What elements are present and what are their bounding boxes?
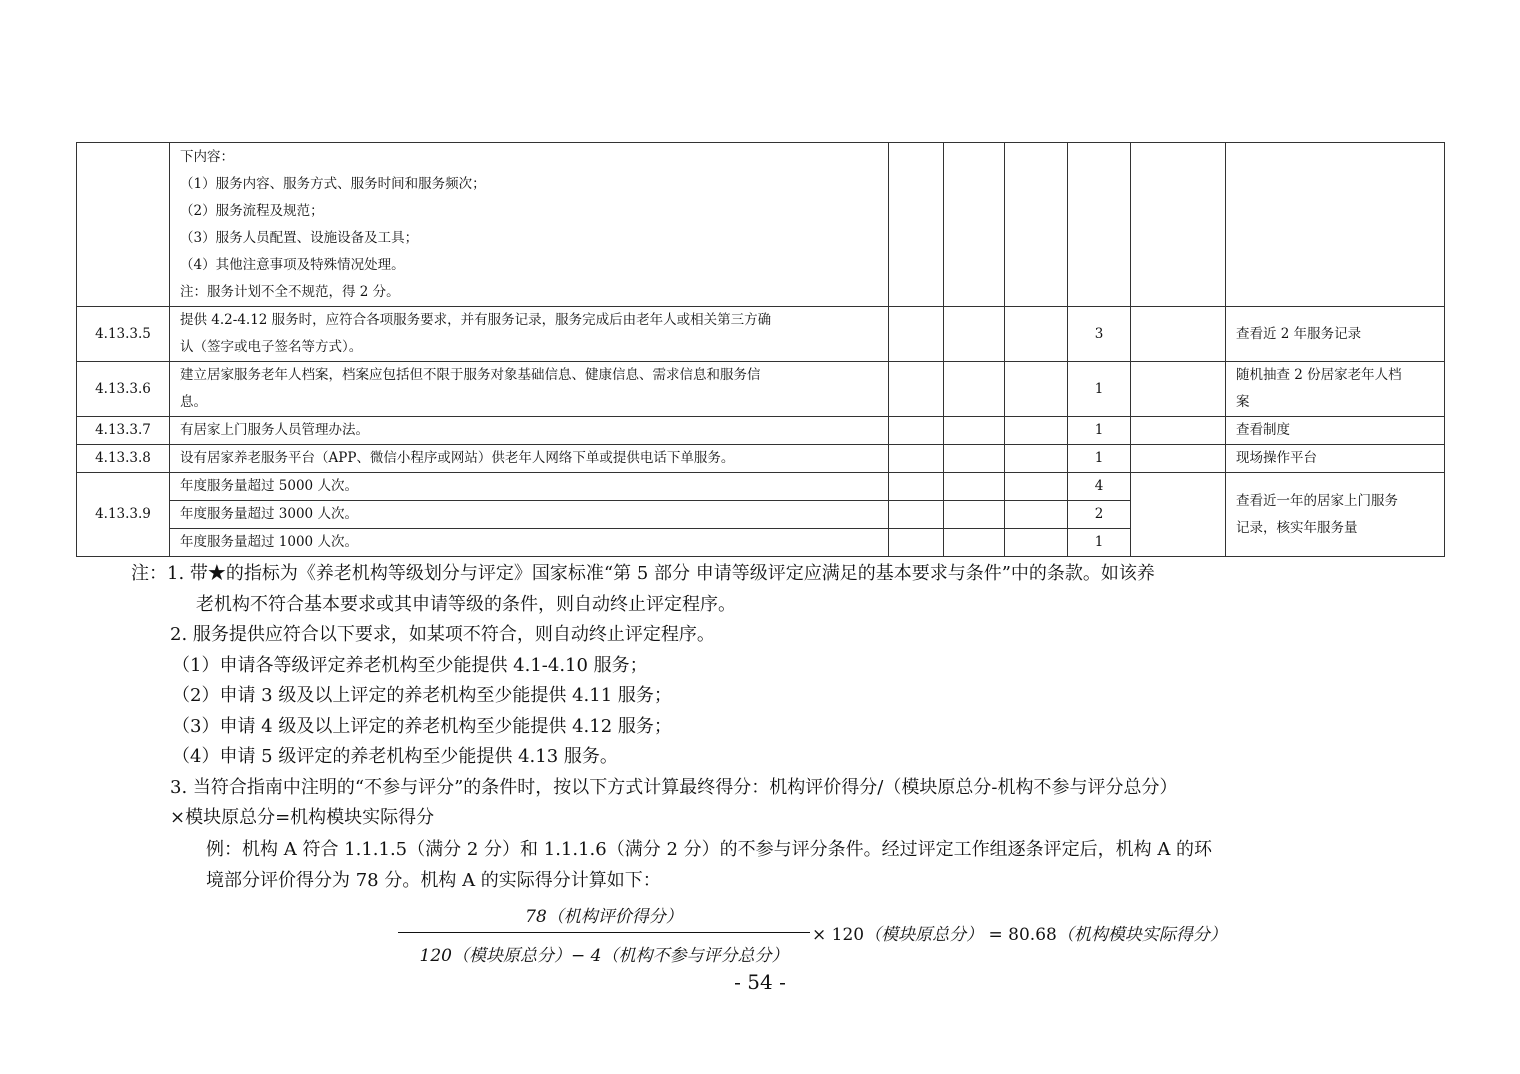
criteria-line: （4）其他注意事项及特殊情况处理。: [180, 256, 405, 273]
item-id-cell: 4.13.3.7: [77, 417, 170, 445]
score-cell: 1: [1068, 529, 1131, 557]
note-2: 2. 服务提供应符合以下要求，如某项不符合，则自动终止评定程序。: [170, 624, 715, 645]
criteria-line: 认（签字或电子签名等方式）。: [180, 339, 363, 355]
note-2-item-3: （3）申请 4 级及以上评定的养老机构至少能提供 4.12 服务；: [172, 716, 672, 737]
example-line-2: 境部分评价得分为 78 分。机构 A 的实际得分计算如下：: [206, 870, 661, 891]
note-3-line-1: 3. 当符合指南中注明的“不参与评分”的条件时，按以下方式计算最终得分：机构评价得分/（模块原总分-机构不参与评分总分）: [170, 777, 1178, 798]
method-line: 记录，核实年服务量: [1236, 519, 1358, 536]
score-cell: 2: [1068, 501, 1131, 529]
formula-module-total-label: （模块原总分）: [864, 925, 984, 945]
note-1-line-2: 老机构不符合基本要求或其申请等级的条件，则自动终止评定程序。: [196, 594, 736, 615]
item-id-cell: 4.13.3.5: [77, 307, 170, 362]
score-formula: [398, 900, 1278, 970]
item-id-cell: 4.13.3.9: [77, 473, 170, 557]
item-id-cell: 4.13.3.8: [77, 445, 170, 473]
criteria-line: 建立居家服务老年人档案，档案应包括但不限于服务对象基础信息、健康信息、需求信息和服务信: [180, 367, 761, 383]
page-number: - 54 -: [734, 970, 786, 994]
item-id-cell: 4.13.3.6: [77, 362, 170, 417]
criteria-line: （2）服务流程及规范；: [180, 202, 324, 219]
method-cell: 现场操作平台: [1226, 445, 1445, 473]
formula-result: = 80.68: [988, 925, 1057, 945]
method-line: 案: [1236, 394, 1250, 410]
criteria-line: 提供 4.2-4.12 服务时，应符合各项服务要求，并有服务记录，服务完成后由老年人或相关第三方确: [180, 312, 772, 328]
method-line: 查看近一年的居家上门服务: [1236, 492, 1398, 509]
criteria-line: 息。: [180, 394, 207, 410]
example-line-1: 例：机构 A 符合 1.1.1.5（满分 2 分）和 1.1.1.6（满分 2 分）的不参与评分条件。经过评定工作组逐条评定后，机构 A 的环: [206, 839, 1213, 860]
criteria-line: （1）服务内容、服务方式、服务时间和服务频次；: [180, 175, 486, 192]
criteria-cell: 设有居家养老服务平台（APP、微信小程序或网站）供老年人网络下单或提供电话下单服务。: [170, 445, 889, 473]
score-cell: 4: [1068, 473, 1131, 501]
criteria-line: 注：服务计划不全不规范，得 2 分。: [180, 283, 400, 300]
score-cell: 1: [1068, 417, 1131, 445]
criteria-line: （3）服务人员配置、设施设备及工具；: [180, 229, 419, 246]
criteria-cell: 年度服务量超过 3000 人次。: [170, 501, 889, 529]
note-3-line-2: ×模块原总分=机构模块实际得分: [170, 807, 435, 828]
formula-numerator: 78（机构评价得分）: [525, 907, 683, 927]
criteria-cell: 年度服务量超过 5000 人次。: [170, 473, 889, 501]
method-cell: 查看制度: [1226, 417, 1445, 445]
note-2-item-2: （2）申请 3 级及以上评定的养老机构至少能提供 4.11 服务；: [172, 685, 672, 706]
fraction-bar: [398, 932, 810, 933]
method-line: 随机抽查 2 份居家老年人档: [1236, 367, 1402, 383]
criteria-cell: 年度服务量超过 1000 人次。: [170, 529, 889, 557]
formula-rest: [812, 920, 1227, 945]
method-cell: 查看近 2 年服务记录: [1226, 307, 1445, 362]
formula-result-label: （机构模块实际得分）: [1056, 925, 1227, 945]
formula-times: × 120: [812, 925, 865, 945]
note-2-item-1: （1）申请各等级评定养老机构至少能提供 4.1-4.10 服务；: [172, 655, 648, 676]
score-cell: 1: [1068, 445, 1131, 473]
criteria-cell: 有居家上门服务人员管理办法。: [170, 417, 889, 445]
note-1-line-1: 注：1. 带★的指标为《养老机构等级划分与评定》国家标准“第 5 部分 申请等级评定应满足的基本要求与条件”中的条款。如该养: [131, 563, 1155, 584]
note-2-item-4: （4）申请 5 级评定的养老机构至少能提供 4.13 服务。: [172, 746, 618, 767]
score-cell: 3: [1068, 307, 1131, 362]
score-cell: 1: [1068, 362, 1131, 417]
criteria-line: 下内容：: [180, 148, 234, 165]
formula-denominator: 120（模块原总分）− 4（机构不参与评分总分）: [419, 946, 789, 966]
